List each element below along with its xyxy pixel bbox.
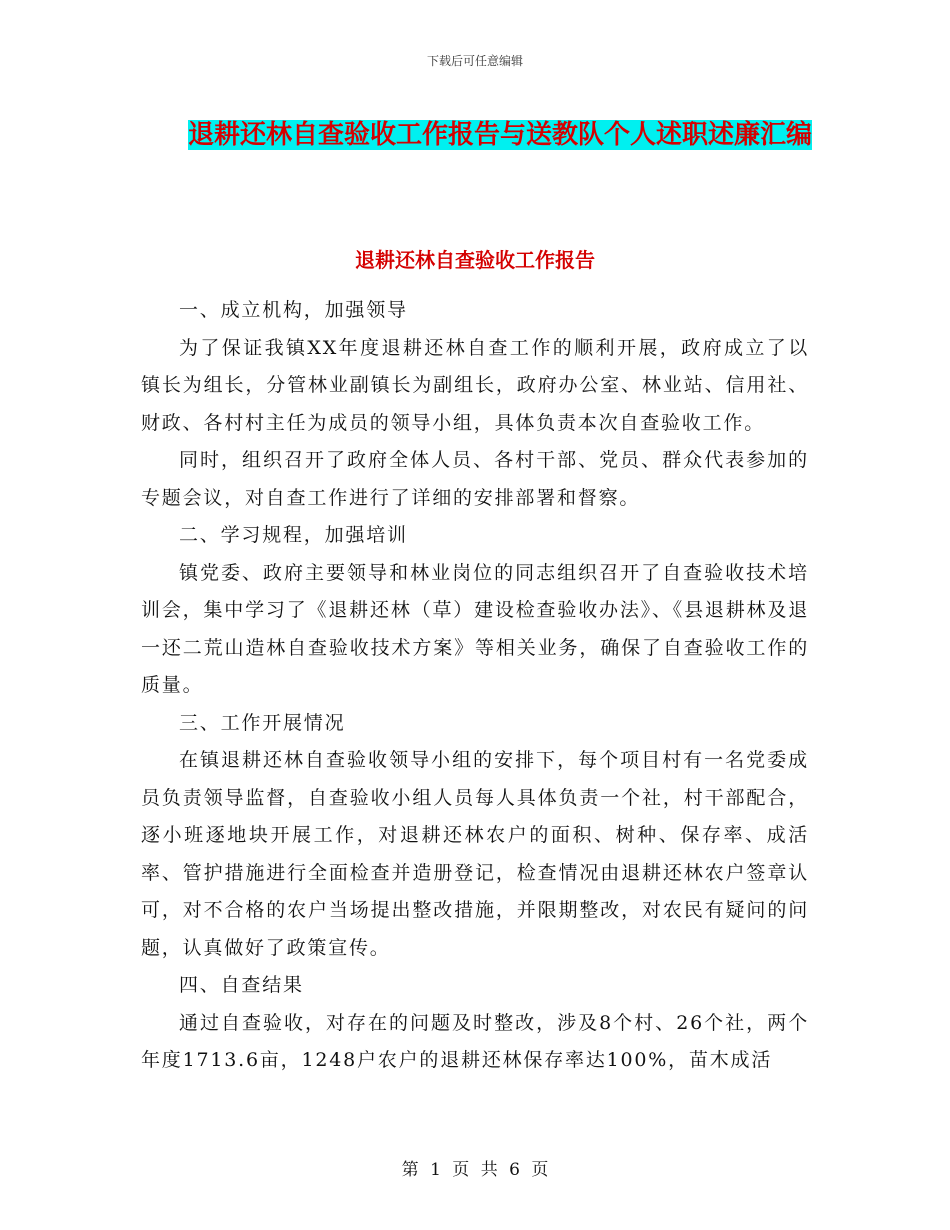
paragraph: 同时，组织召开了政府全体人员、各村干部、党员、群众代表参加的专题会议，对自查工作进行了详细的安排部署和督察。 xyxy=(141,449,809,509)
document-body xyxy=(141,292,809,1080)
header-note: 下载后可任意编辑 xyxy=(426,54,523,68)
paragraph: 为了保证我镇XX年度退耕还林自查工作的顺利开展，政府成立了以镇长为组长，分管林业副镇长为副组长，政府办公室、林业站、信用社、财政、各村村主任为成员的领导小组，具体负责本次自查验收工作。 xyxy=(141,336,809,434)
section-title: 退耕还林自查验收工作报告 xyxy=(355,248,595,272)
paragraph-heading-4: 四、自查结果 xyxy=(179,974,304,996)
paragraph: 镇党委、政府主要领导和林业岗位的同志组织召开了自查验收技术培训会，集中学习了《退耕还林（草）建设检查验收办法》、《县退耕林及退一还二荒山造林自查验收技术方案》等相关业务，确保了自查验收工作的质量。 xyxy=(141,561,809,696)
paragraph-heading-3: 三、工作开展情况 xyxy=(179,711,346,734)
paragraph-heading-2: 二、学习规程，加强培训 xyxy=(179,524,408,546)
paragraph-heading-1: 一、成立机构，加强领导 xyxy=(179,299,408,321)
document-title-text: 退耕还林自查验收工作报告与送教队个人述职述廉汇编 xyxy=(187,120,812,150)
page-number: 第 1 页 共 6 页 xyxy=(401,1160,549,1180)
document-title xyxy=(185,112,815,158)
paragraph: 通过自查验收，对存在的问题及时整改，涉及8个村、26个社，两个年度1713.6亩，1248户农户的退耕还林保存率达100%，苗木成活 xyxy=(141,1011,809,1071)
paragraph: 在镇退耕还林自查验收领导小组的安排下，每个项目村有一名党委成员负责领导监督，自查验收小组人员每人具体负责一个社，村干部配合，逐小班逐地块开展工作，对退耕还林农户的面积、树种、保存率、成活率、管护措施进行全面检查并造册登记，检查情况由退耕还林农户签章认可，对不合格的农户当场提出整改措施，并限期整改，对农民有疑问的问题，认真做好了政策宣传。 xyxy=(141,749,809,959)
